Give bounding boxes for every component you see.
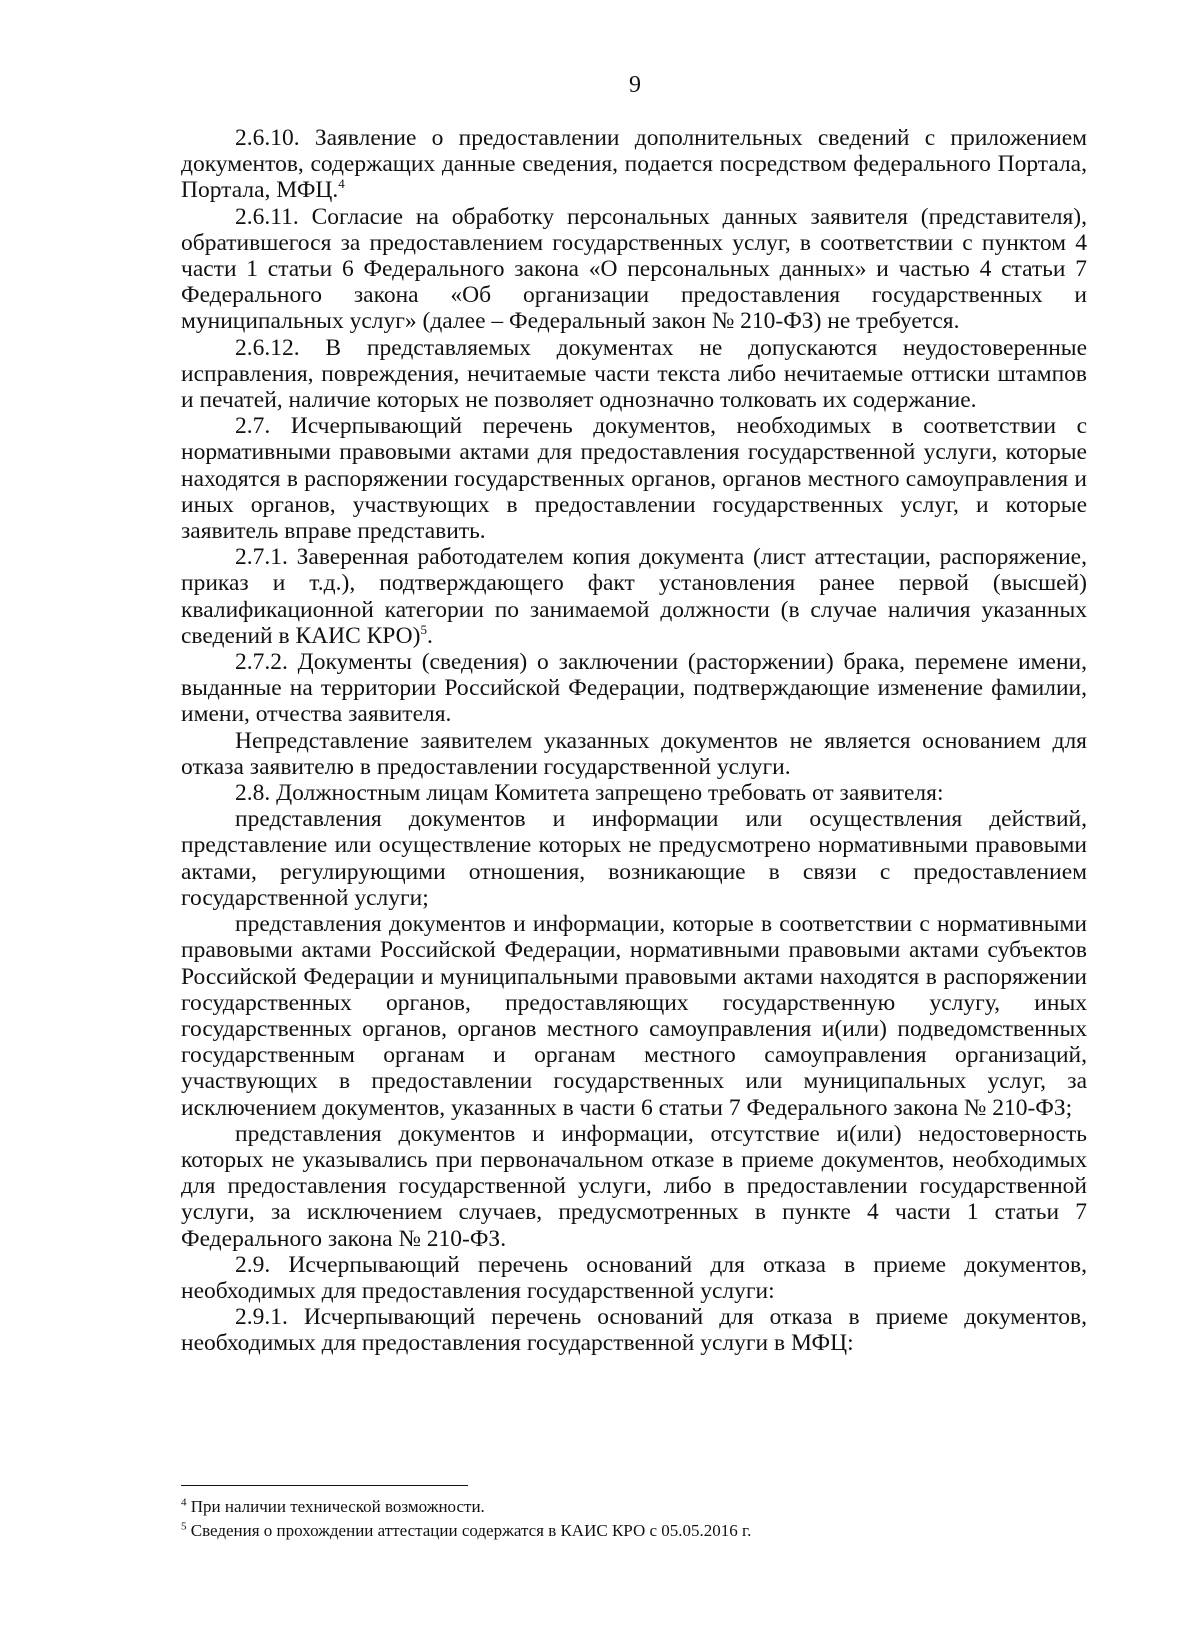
paragraph-2-6-12: 2.6.12. В представляемых документах не допускаются неудостоверенные исправления, повреждения, нечитаемые части текста либо нечитаемые оттиски штампов и печатей, наличие которых не позволяет однозначно толковать их содержание. xyxy=(181,334,1087,414)
document-body xyxy=(181,125,1087,1357)
footnote-ref-4: 4 xyxy=(338,176,345,192)
footnote-separator xyxy=(181,1485,468,1486)
paragraph-non-submission: Непредставление заявителем указанных документов не является основанием для отказа заявителю в предоставлении государственной услуги. xyxy=(181,727,1087,780)
footnote-marker: 5 xyxy=(181,1520,187,1533)
footnote-text: При наличии технической возможности. xyxy=(186,1497,485,1516)
footnote-5 xyxy=(181,1519,1087,1543)
footnote-text: Сведения о прохождении аттестации содержатся в КАИС КРО с 05.05.2016 г. xyxy=(186,1521,752,1540)
paragraph-text: 2.6.10. Заявление о предоставлении дополнительных сведений с приложением документов, содержащих данные сведения, подается посредством федерального Портала, Портала, МФЦ. xyxy=(181,125,1087,204)
footnote-marker: 4 xyxy=(181,1496,187,1509)
paragraph-2-7: 2.7. Исчерпывающий перечень документов, необходимых в соответствии с нормативными правовыми актами для предоставления государственной услуги, которые находятся в распоряжении государственных органов, органов местного самоуправления и иных органов, участвующих в предоставлении государственных услуг, и которые заявитель вправе представить. xyxy=(181,413,1087,545)
footnote-ref-5: 5 xyxy=(420,622,427,638)
paragraph-2-8: 2.8. Должностным лицам Комитета запрещено требовать от заявителя: xyxy=(235,780,944,807)
footnote-4 xyxy=(181,1495,1087,1519)
paragraph-2-9-1: 2.9.1. Исчерпывающий перечень оснований для отказа в приеме документов, необходимых для предоставления государственной услуги в МФЦ: xyxy=(181,1304,1087,1357)
paragraph-text: 2.7.1. Заверенная работодателем копия документа (лист аттестации, распоряжение, приказ и т.д.), подтверждающего факт установления ранее первой (высшей) квалификационной категории по занимаемой должности (в случае наличия указанных сведений в КАИС КРО) xyxy=(181,544,1087,649)
paragraph-2-6-11: 2.6.11. Согласие на обработку персональных данных заявителя (представителя), обратившегося за предоставлением государственных услуг, в соответствии с пунктом 4 части 1 статьи 6 Федерального закона «О персональных данных» и частью 4 статьи 7 Федерального закона «Об организации предоставления государственных и муниципальных услуг» (далее – Федеральный закон № 210-ФЗ) не требуется. xyxy=(181,203,1087,335)
page-number: 9 xyxy=(629,72,641,98)
paragraph-2-8-item-1: представления документов и информации или осуществления действий, представление или осуществление которых не предусмотрено нормативными правовыми актами, регулирующими отношения, возникающие в связи с предоставлением государственной услуги; xyxy=(181,806,1087,911)
paragraph-2-8-item-2: представления документов и информации, которые в соответствии с нормативными правовыми актами Российской Федерации, нормативными правовыми актами субъектов Российской Федерации и муниципальными правовыми актами находятся в распоряжении государственных органов, предоставляющих государственную услугу, иных государственных органов, органов местного самоуправления и(или) подведомственных государственным органам и органам местного самоуправления организаций, участвующих в предоставлении государственных или муниципальных услуг, за исключением документов, указанных в части 6 статьи 7 Федерального закона № 210-ФЗ; xyxy=(181,911,1087,1121)
paragraph-2-7-1 xyxy=(181,544,1087,649)
paragraph-tail: . xyxy=(426,622,433,649)
paragraph-2-9: 2.9. Исчерпывающий перечень оснований для отказа в приеме документов, необходимых для предоставления государственной услуги: xyxy=(181,1251,1087,1304)
paragraph-2-6-10 xyxy=(181,125,1087,204)
footnotes xyxy=(181,1495,1087,1543)
paragraph-2-8-item-3: представления документов и информации, отсутствие и(или) недостоверность которых не указывались при первоначальном отказе в приеме документов, необходимых для предоставления государственной услуги, либо в предоставлении государственной услуги, за исключением случаев, предусмотренных в пункте 4 части 1 статьи 7 Федерального закона № 210-ФЗ. xyxy=(181,1120,1087,1252)
paragraph-2-7-2: 2.7.2. Документы (сведения) о заключении (расторжении) брака, перемене имени, выданные на территории Российской Федерации, подтверждающие изменение фамилии, имени, отчества заявителя. xyxy=(181,649,1087,728)
